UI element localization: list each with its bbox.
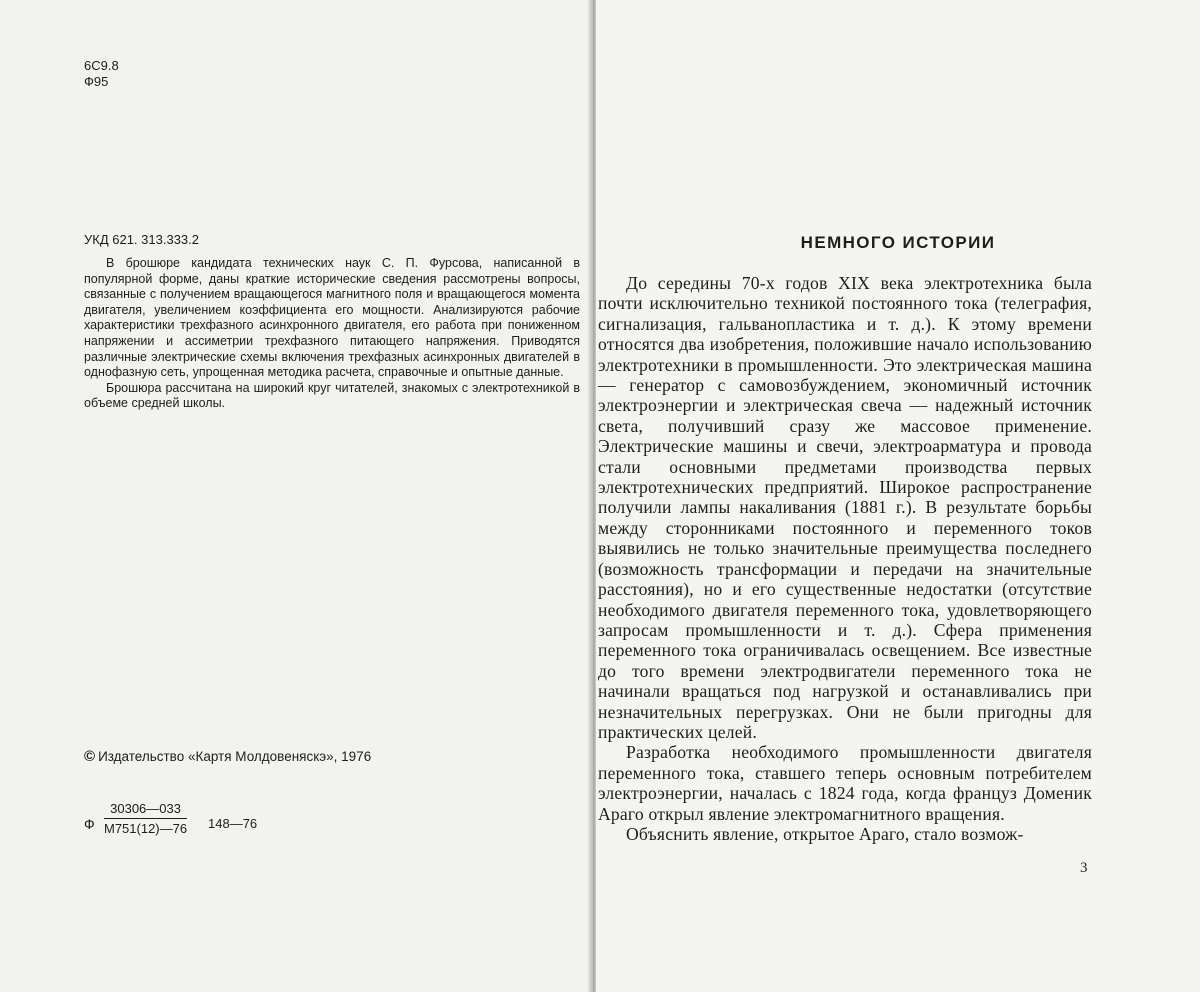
body-paragraph: До середины 70-х годов XIX века электротехника была почти исключительно техникой постоянного тока (телеграфия, сигнализация, гальванопластика и т. д.). К этому времени относятся два изобретения, положившие начало использованию электротехники в промышленности. Это электрическая машина — генератор с самовозбуждением, экономичный источник электроэнергии и электрическая свеча — надежный источник света, получивший сразу же массовое применение. Электрические машины и свечи, электроарматура и провода стали основными предметами производства первых электротехнических предприятий. Широкое распространение получили лампы накаливания (1881 г.). В результате борьбы между сторонниками постоянного и переменного токов выявились не только значительные преимущества последнего (возможность трансформации и передачи на значительные расстояния), но и его существенные недостатки (отсутствие необходимого двигателя переменного тока, удовлетворяющего запросам промышленности и т. д.). Сфера применения переменного тока ограничивалась освещением. Все известные до того времени электродвигатели переменного тока не начинали вращаться под нагрузкой и останавливались при незначительных перегрузках. Они не были пригодны для практических целей.: [598, 273, 1092, 742]
annotation-paragraph: Брошюра рассчитана на широкий круг читателей, знакомых с электротехникой в объеме средней школы.: [84, 380, 580, 411]
chapter-heading: НЕМНОГО ИСТОРИИ: [800, 233, 996, 252]
left-page: [0, 0, 592, 992]
copyright-line: [84, 748, 371, 765]
chapter-body: [598, 273, 1092, 844]
index-numerator: 30306—033: [110, 801, 181, 816]
annotation: [84, 256, 580, 412]
index-fraction: [104, 800, 187, 838]
author-mark: Ф95: [84, 74, 109, 89]
udk-code: УКД 621. 313.333.2: [84, 232, 199, 247]
body-paragraph: Объяснить явление, открытое Араго, стало возмож-: [626, 823, 1024, 844]
annotation-paragraph: В брошюре кандидата технических наук С. П. Фурсова, написанной в популярной форме, даны краткие исторические сведения рассмотрены вопросы, связанные с получением вращающегося магнитного поля и вращающегося момента двигателя, увеличением коэффициента его мощности. Анализируются рабочие характеристики трехфазного асинхронного двигателя, его работа при пониженном напряжении и ассиметрии трехфазного питающего напряжения. Приводятся различные электрические схемы включения трехфазных асинхронных двигателей в однофазную сеть, упрощенная методика расчета, справочные и опытные данные.: [84, 256, 580, 380]
library-codes: [84, 58, 119, 90]
body-paragraph: Разработка необходимого промышленности двигателя переменного тока, ставшего теперь основным потребителем электроэнергии, началась с 1824 года, когда француз Доменик Араго открыл явление электромагнитного вращения.: [598, 742, 1092, 824]
copyright-text: Издательство «Картя Молдовеняскэ», 1976: [98, 749, 372, 764]
index-letter: Ф: [84, 816, 95, 832]
index-denominator: М751(12)—76: [104, 818, 187, 838]
bbk-code: 6С9.8: [84, 58, 119, 73]
page-number: 3: [1080, 860, 1088, 876]
copyright-icon: ©: [84, 748, 96, 765]
index-tail: 148—76: [208, 816, 258, 831]
publication-index: [84, 800, 324, 848]
